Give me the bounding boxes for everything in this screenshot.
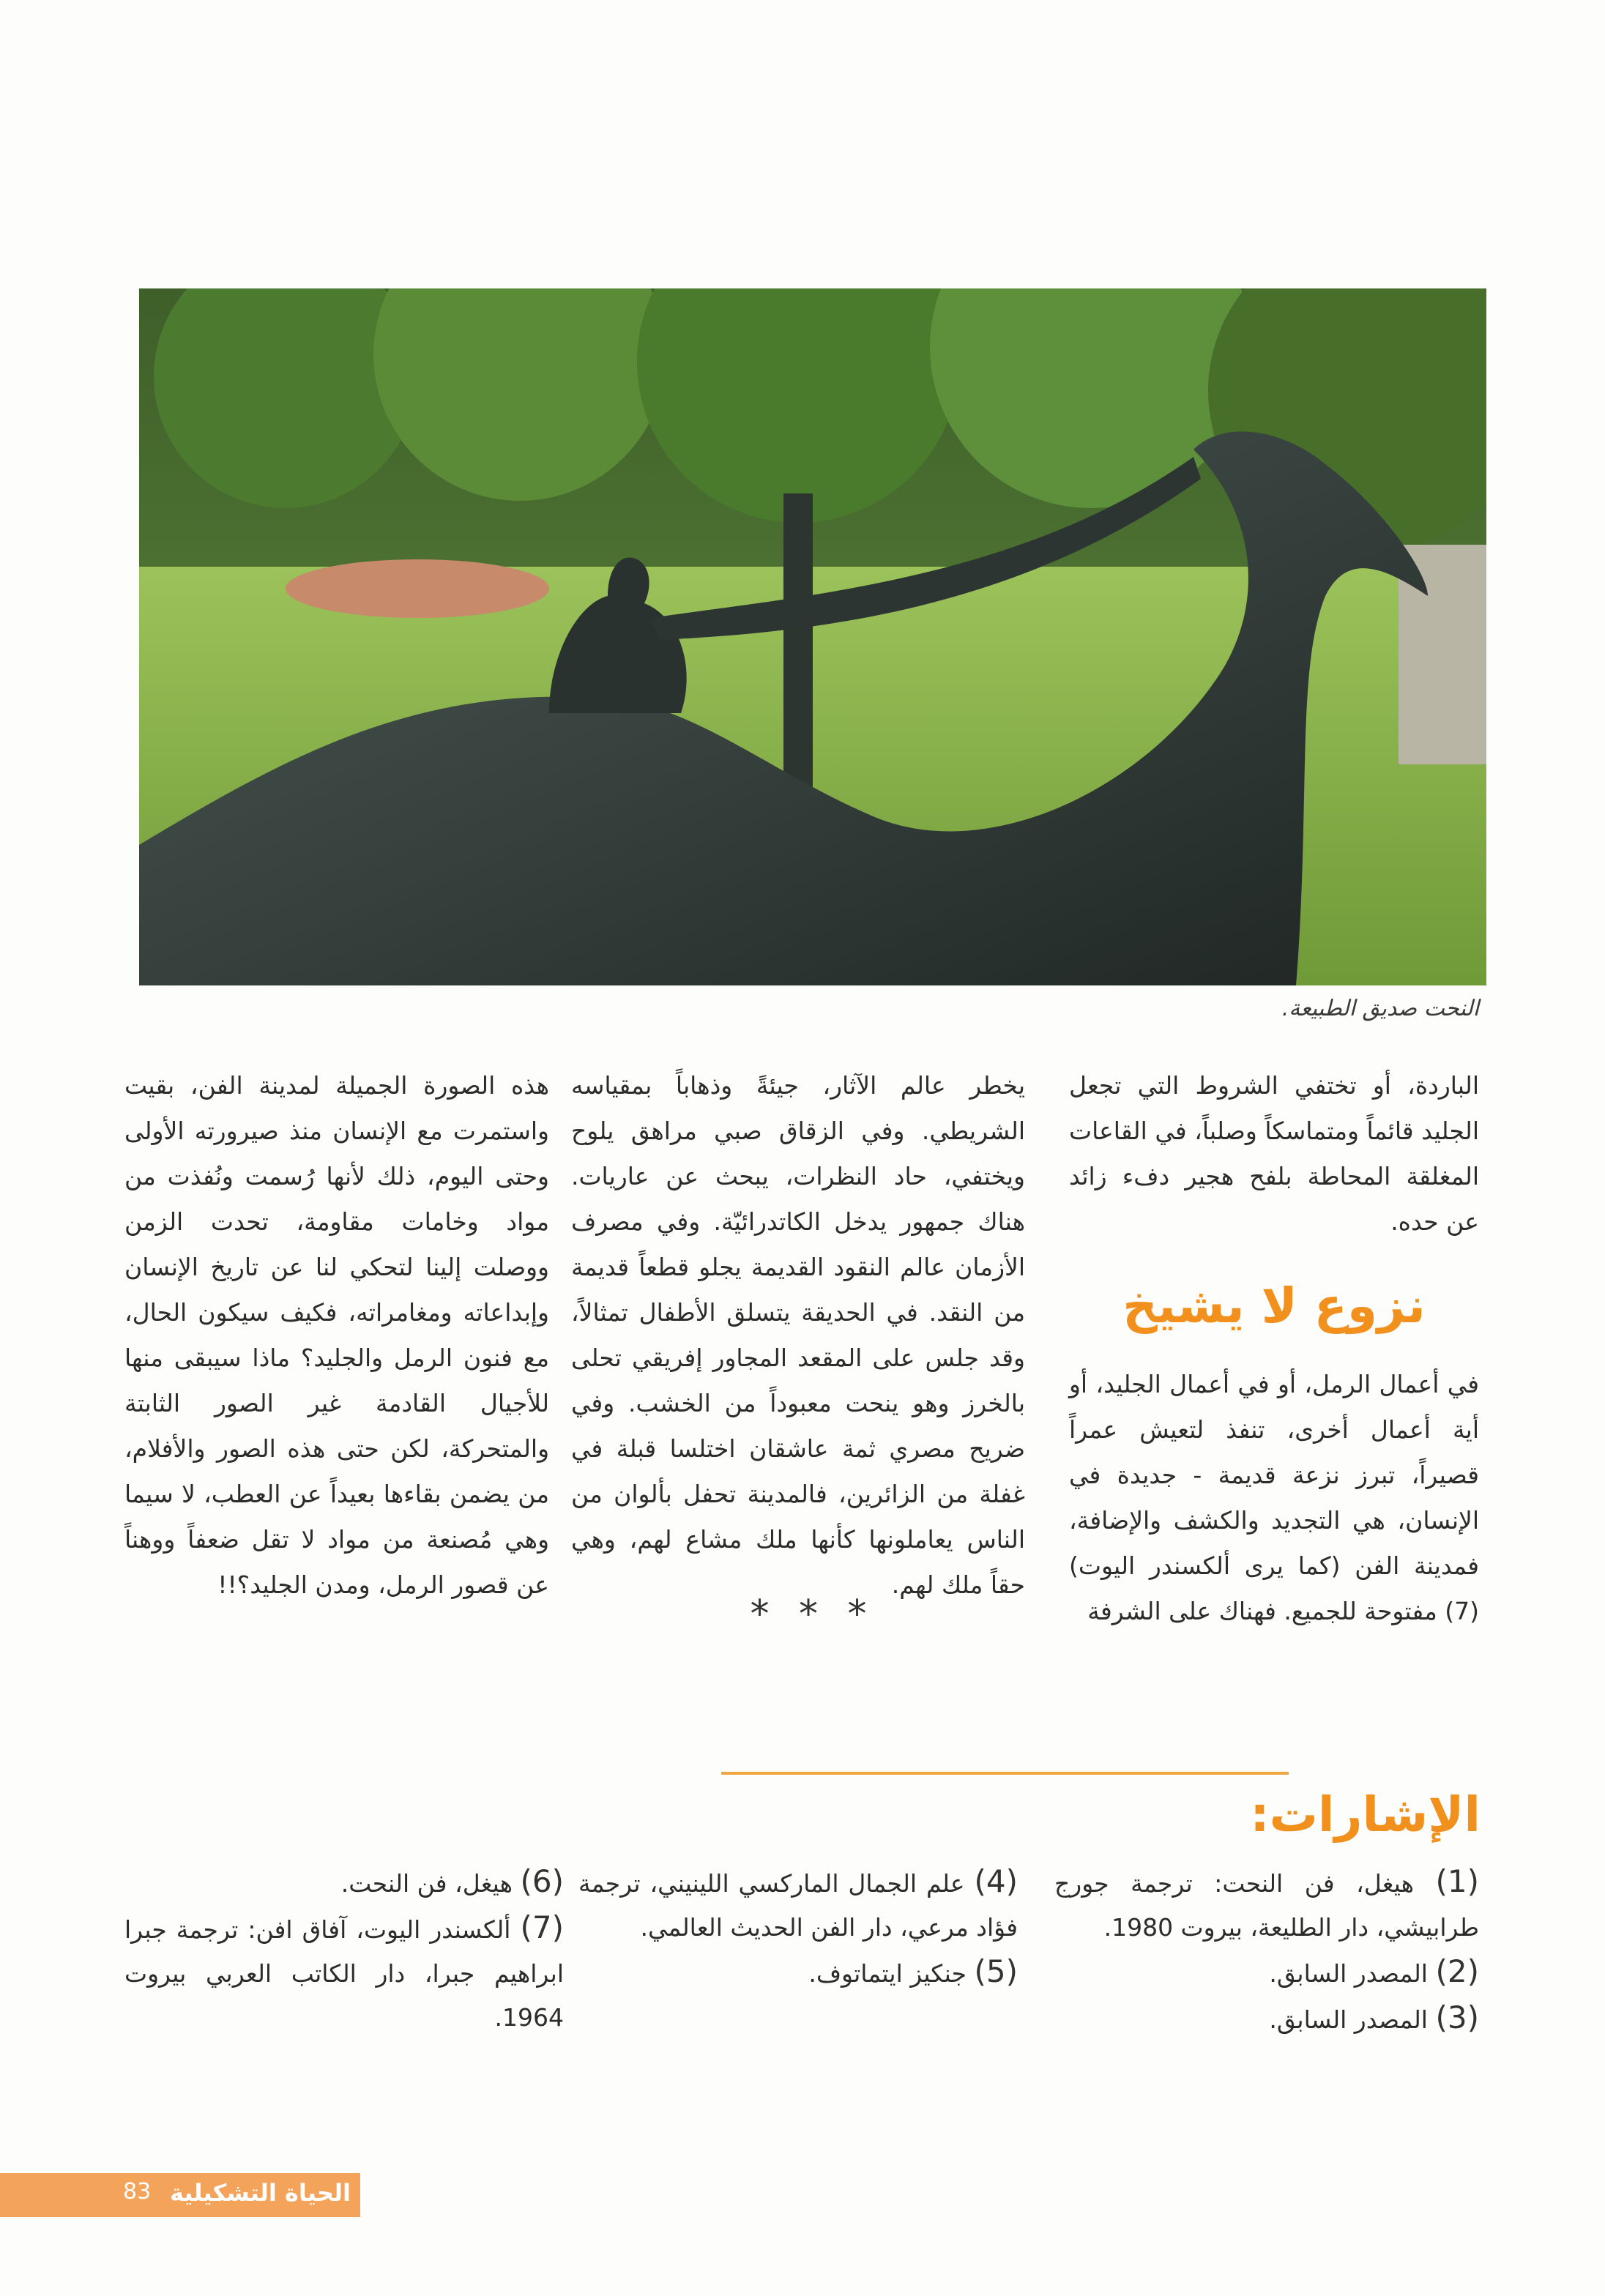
footer-magazine-title: الحياة التشكيلية xyxy=(170,2179,351,2207)
photo-caption: النحت صديق الطبيعة. xyxy=(1281,996,1479,1021)
page-number: 83 xyxy=(123,2179,152,2204)
paragraph: هذه الصورة الجميلة لمدينة الفن، بقيت واستمرت مع الإنسان منذ صيرورته الأولى وحتى اليوم، ذلك لأنها رُسمت ونُفذت من مواد وخامات مقاومة، تحدت الزمن ووصلت إلينا لتحكي لنا عن تاريخ الإنسان وإبداعاته ومغامراته، فكيف سيكون الحال، مع فنون الرمل والجليد؟ ماذا سيبقى منها للأجيال القادمة غير الصور الثابتة والمتحركة، لكن حتى هذه الصور والأفلام، من يضمن بقاءها بعيداً عن العطب، لا سيما وهي مُصنعة من مواد لا تقل ضعفاً ووهناً عن قصور الرمل، ومدن الجليد؟!! xyxy=(124,1071,549,1599)
text-column-left xyxy=(124,1063,549,1608)
note-item: (1) هيغل، فن النحت: ترجمة جورج طرابيشي، دار الطليعة، بيروت 1980. xyxy=(1054,1863,1479,1942)
paragraph: في أعمال الرمل، أو في أعمال الجليد، أو أية أعمال أخرى، تنفذ لتعيش عمراً قصيراً، تبرز نزعة قديمة - جديدة في الإنسان، هي التجديد والكشف والإضافة، فمدينة الفن (كما يرى ألكسندر اليوت) (7) مفتوحة للجميع. فهناك على الشرفة xyxy=(1069,1370,1479,1625)
note-item: (2) المصدر السابق. xyxy=(1269,1953,1479,1989)
paragraph: الباردة، أو تختفي الشروط التي تجعل الجليد قائماً ومتماسكاً وصلباً، في القاعات المغلقة المحاطة بلفح هجير دفء زائد عن حده. xyxy=(1069,1071,1479,1236)
notes-heading: الإشارات: xyxy=(1250,1786,1481,1843)
notes-column-left xyxy=(124,1860,564,2040)
note-item: (7) ألكسندر اليوت، آفاق افن: ترجمة جبرا ابراهيم جبرا، دار الكاتب العربي بيروت 1964. xyxy=(124,1909,564,2032)
note-item: (3) المصدر السابق. xyxy=(1269,1999,1479,2035)
note-item: (5) جنكيز ايتماتوف. xyxy=(808,1953,1018,1989)
notes-column-middle xyxy=(578,1860,1018,1996)
note-item: (6) هيغل، فن النحت. xyxy=(340,1863,564,1899)
section-subheading: نزوع لا يشيخ xyxy=(1122,1278,1426,1334)
divider-line xyxy=(721,1772,1289,1775)
text-column-middle xyxy=(571,1063,1025,1608)
paragraph: يخطر عالم الآثار، جيئةً وذهاباً بمقياسه الشريطي. وفي الزقاق صبي مراهق يلوح ويختفي، حاد النظرات، يبحث عن عاريات. هناك جمهور يدخل الكاتدرائيّة. وفي مصرف الأزمان عالم النقود القديمة يجلو قطعاً قديمة من النقد. في الحديقة يتسلق الأطفال تمثالاً، وقد جلس على المقعد المجاور إفريقي تحلى بالخرز وهو ينحت معبوداً من الخشب. وفي ضريح مصري ثمة عاشقان اختلسا قبلة في غفلة من الزائرين، فالمدينة تحفل بألوان من الناس يعاملونها كأنها ملك مشاع لهم، وهي حقاً ملك لهم. xyxy=(571,1071,1025,1599)
note-item: (4) علم الجمال الماركسي اللينيني، ترجمة فؤاد مرعي، دار الفن الحديث العالمي. xyxy=(578,1863,1018,1942)
section-separator-stars: * * * xyxy=(750,1592,876,1636)
sculpture-photo xyxy=(139,288,1486,985)
text-column-right xyxy=(1069,1063,1479,1634)
notes-column-right xyxy=(1054,1860,1479,2042)
